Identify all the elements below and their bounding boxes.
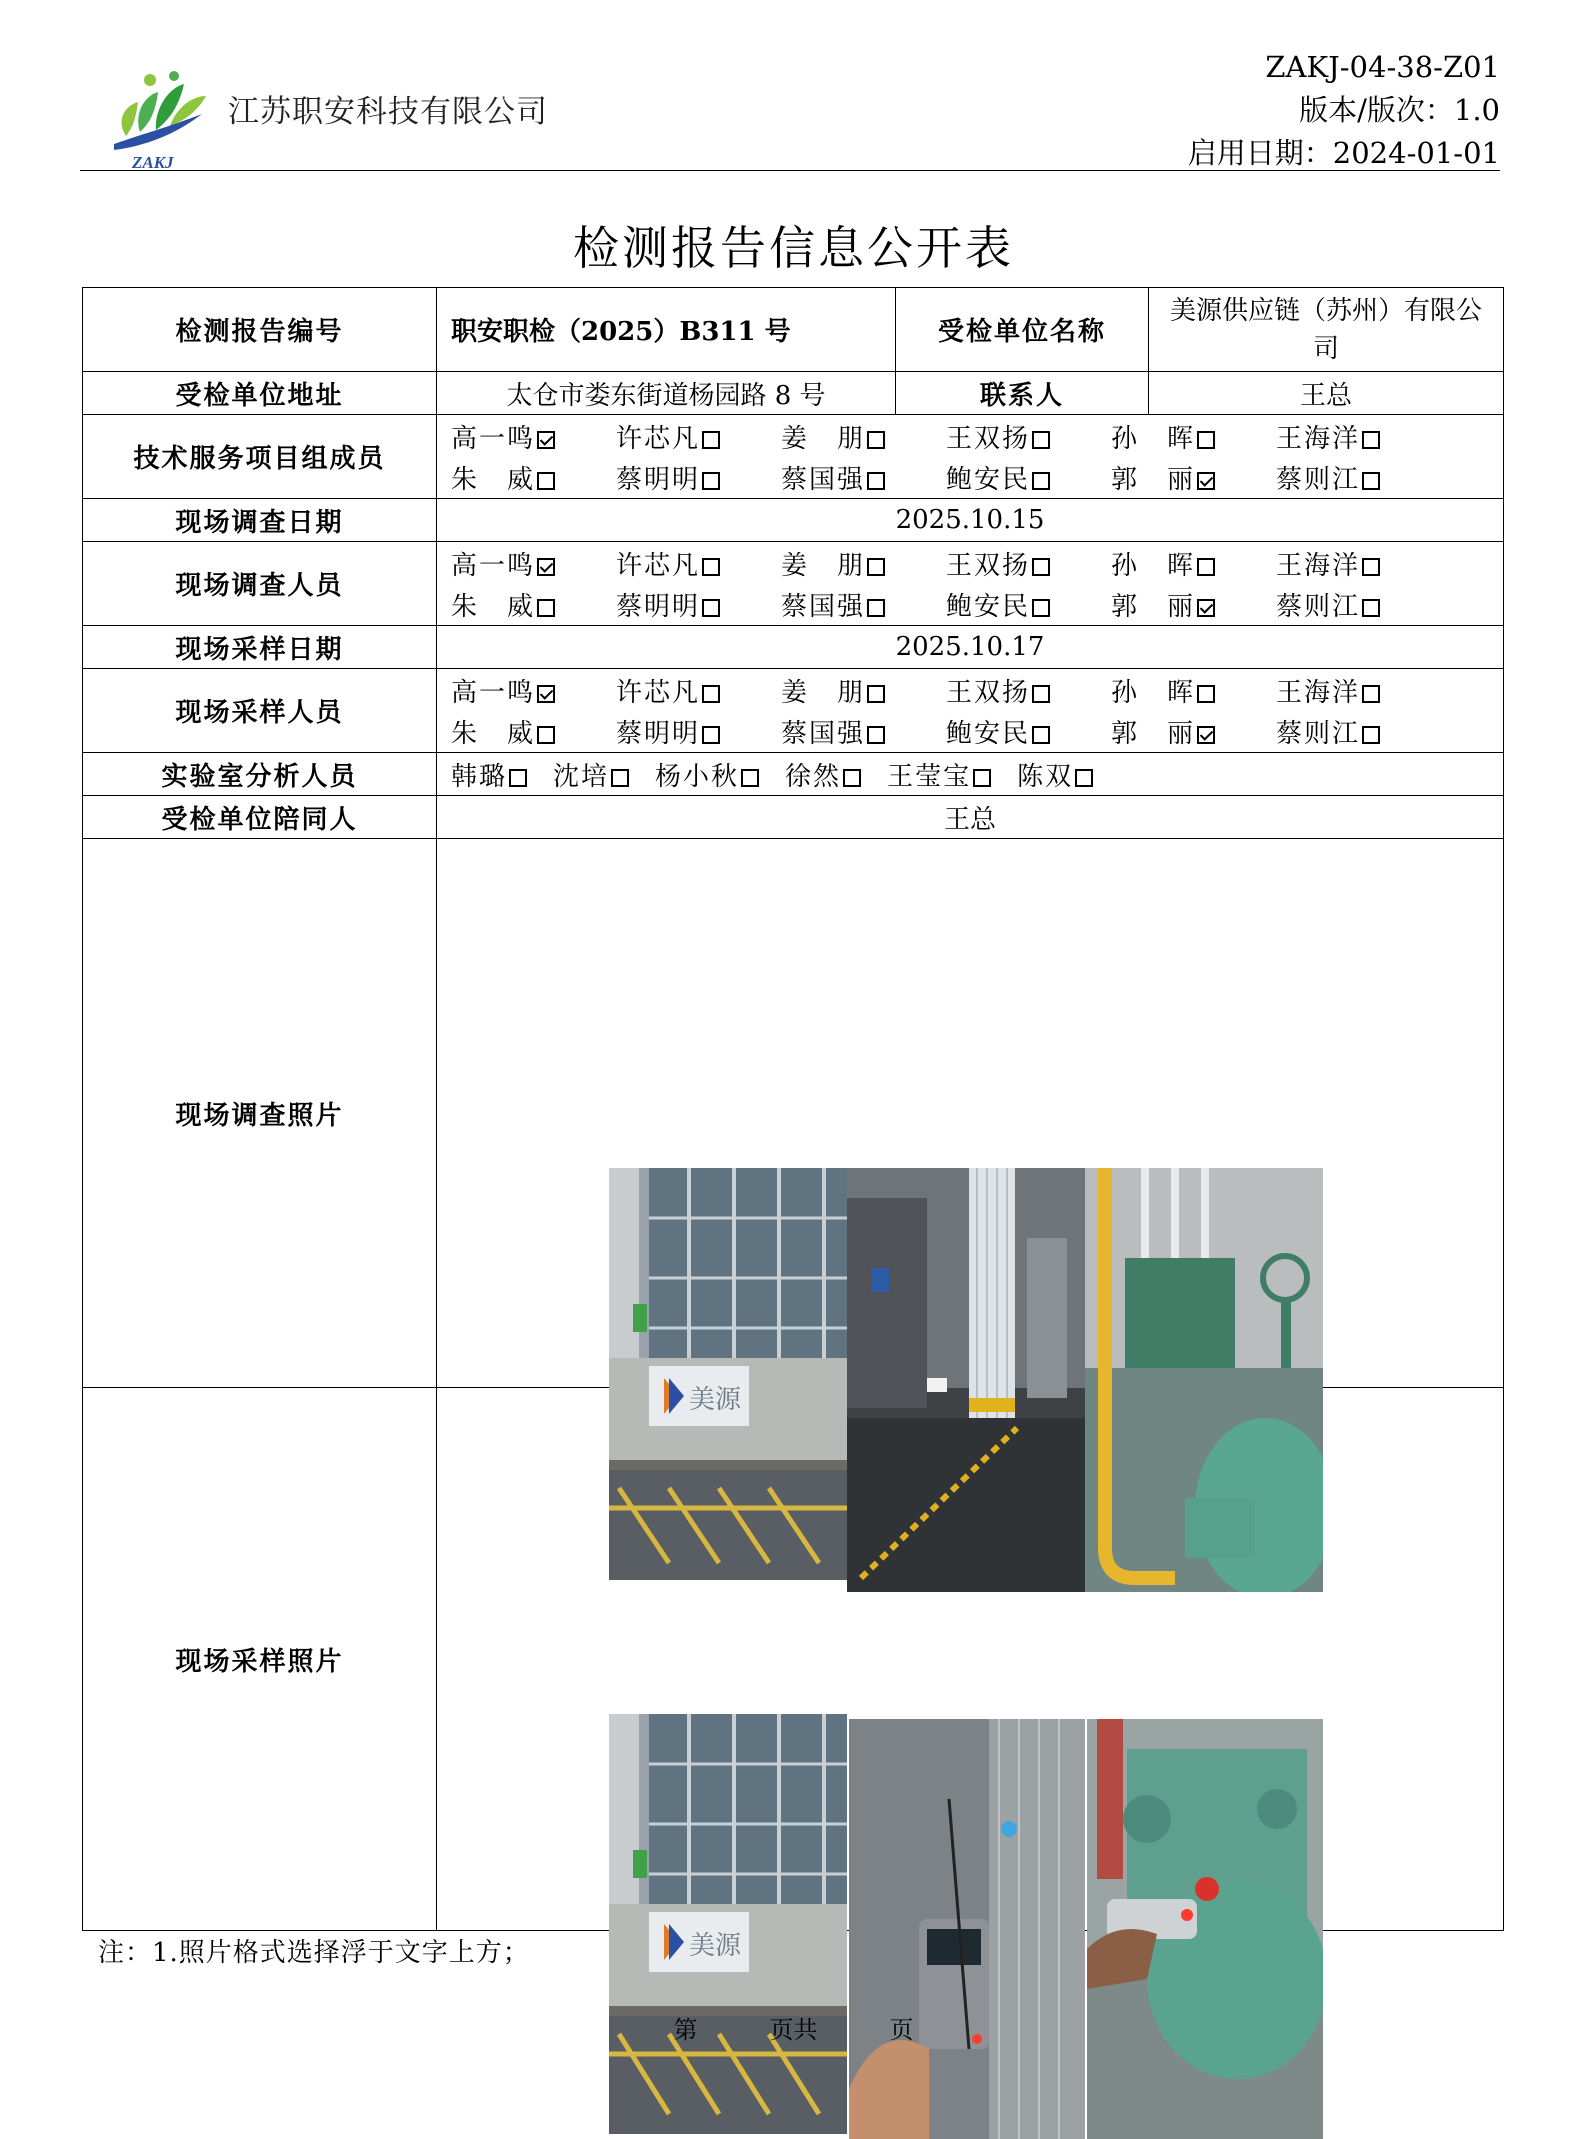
member-name: 蔡则江: [1276, 591, 1361, 622]
checked-box-icon[interactable]: [537, 685, 555, 703]
checkbox-icon[interactable]: [537, 726, 555, 744]
member-item: [1276, 713, 1441, 750]
footer-page: 第: [673, 2016, 698, 2044]
member-name: 朱 威: [451, 718, 536, 749]
member-name: 王海洋: [1276, 550, 1361, 581]
member-item: [781, 545, 946, 582]
member-name: 蔡国强: [781, 718, 866, 749]
checkbox-icon[interactable]: [867, 599, 885, 617]
lab-member-item: [451, 762, 527, 792]
checkbox-icon[interactable]: [867, 685, 885, 703]
svg-text:美源: 美源: [689, 1385, 742, 1415]
company-name-label: 受检单位名称: [896, 288, 1149, 372]
lab-member-name: 杨小秋: [655, 761, 740, 792]
sampling-date-value: 2025.10.17: [437, 626, 1504, 669]
member-name: 郭 丽: [1111, 718, 1196, 749]
checkbox-icon[interactable]: [1032, 558, 1050, 576]
checkbox-icon[interactable]: [1032, 685, 1050, 703]
member-name: 蔡则江: [1276, 718, 1361, 749]
lab-member-item: [553, 762, 629, 792]
lab-member-item: [1017, 762, 1093, 792]
member-name: 鲍安民: [946, 591, 1031, 622]
svg-text:ZAKJ: ZAKJ: [132, 153, 174, 171]
survey-photo-building: [609, 1168, 847, 1580]
checked-box-icon[interactable]: [537, 558, 555, 576]
company-logo: [106, 66, 216, 171]
member-item: [451, 545, 616, 582]
survey-people-label: 现场调查人员: [83, 542, 437, 626]
member-item: [451, 418, 616, 455]
member-name: 王海洋: [1276, 423, 1361, 454]
lab-member-item: [655, 762, 759, 792]
member-name: 许芯凡: [616, 677, 701, 708]
lab-member-name: 韩璐: [451, 761, 508, 792]
checkbox-icon[interactable]: [1197, 558, 1215, 576]
header-divider: [80, 170, 1500, 171]
checkbox-icon[interactable]: [1362, 558, 1380, 576]
member-item: [451, 713, 616, 750]
footer-of: 页共: [769, 2016, 818, 2044]
member-item: [946, 418, 1111, 455]
member-name: 郭 丽: [1111, 464, 1196, 495]
member-item: [946, 545, 1111, 582]
checkbox-icon[interactable]: [843, 769, 861, 787]
member-item: [616, 586, 781, 623]
member-item: [451, 586, 616, 623]
doc-start-date: 启用日期：2024-01-01: [1187, 136, 1500, 170]
checkbox-icon[interactable]: [1362, 685, 1380, 703]
member-item: [451, 459, 616, 496]
member-item: [946, 672, 1111, 709]
member-name: 许芯凡: [616, 550, 701, 581]
member-item: [1276, 672, 1441, 709]
survey-photo-corridor: [847, 1168, 1085, 1592]
member-name: 高一鸣: [451, 550, 536, 581]
member-item: [946, 586, 1111, 623]
checkbox-icon[interactable]: [867, 726, 885, 744]
checkbox-icon[interactable]: [1197, 685, 1215, 703]
member-name: 蔡明明: [616, 718, 701, 749]
checkbox-icon[interactable]: [867, 558, 885, 576]
member-name: 鲍安民: [946, 464, 1031, 495]
lab-member-name: 陈双: [1017, 761, 1074, 792]
member-name: 许芯凡: [616, 423, 701, 454]
checkbox-icon[interactable]: [1362, 472, 1380, 490]
report-no-value: 职安职检（2025）B311 号: [437, 288, 896, 372]
member-name: 鲍安民: [946, 718, 1031, 749]
checkbox-icon[interactable]: [702, 472, 720, 490]
member-name: 蔡则江: [1276, 464, 1361, 495]
member-item: [1111, 418, 1276, 455]
lab-member-name: 沈培: [553, 761, 610, 792]
member-item: [1111, 672, 1276, 709]
member-item: [616, 418, 781, 455]
checkbox-icon[interactable]: [1362, 431, 1380, 449]
checkbox-icon[interactable]: [973, 769, 991, 787]
team-members: [437, 415, 1504, 499]
member-name: 高一鸣: [451, 677, 536, 708]
member-name: 蔡明明: [616, 591, 701, 622]
member-item: [1276, 418, 1441, 455]
checkbox-icon[interactable]: [537, 472, 555, 490]
checked-box-icon[interactable]: [1197, 726, 1215, 744]
member-item: [781, 672, 946, 709]
member-item: [616, 713, 781, 750]
member-name: 姜 朋: [781, 550, 866, 581]
member-item: [781, 586, 946, 623]
team-label: 技术服务项目组成员: [83, 415, 437, 499]
member-name: 孙 晖: [1111, 423, 1196, 454]
lab-member-item: [887, 762, 991, 792]
lab-members: [437, 753, 1504, 796]
member-name: 蔡国强: [781, 591, 866, 622]
member-item: [616, 459, 781, 496]
survey-photo-equipment: [1085, 1168, 1323, 1592]
checkbox-icon[interactable]: [867, 472, 885, 490]
survey-people: [437, 542, 1504, 626]
member-item: [781, 418, 946, 455]
member-name: 朱 威: [451, 591, 536, 622]
member-item: [781, 713, 946, 750]
member-name: 蔡明明: [616, 464, 701, 495]
checkbox-icon[interactable]: [702, 431, 720, 449]
address-label: 受检单位地址: [83, 372, 437, 415]
report-no-label: 检测报告编号: [83, 288, 437, 372]
checkbox-icon[interactable]: [1032, 472, 1050, 490]
sampling-photo-meter: [849, 1719, 1085, 2139]
member-name: 姜 朋: [781, 677, 866, 708]
member-item: [1111, 545, 1276, 582]
checked-box-icon[interactable]: [537, 431, 555, 449]
sampling-people: [437, 669, 1504, 753]
sampling-people-label: 现场采样人员: [83, 669, 437, 753]
member-item: [1111, 459, 1276, 496]
checkbox-icon[interactable]: [1032, 431, 1050, 449]
member-item: [1111, 713, 1276, 750]
lab-member-item: [785, 762, 861, 792]
survey-photos: [437, 839, 1504, 1415]
survey-photo-label: 现场调查照片: [83, 839, 437, 1388]
checkbox-icon[interactable]: [1362, 599, 1380, 617]
checkbox-icon[interactable]: [1032, 599, 1050, 617]
contact-label: 联系人: [896, 372, 1149, 415]
contact-value: 王总: [1149, 372, 1504, 415]
checkbox-icon[interactable]: [702, 685, 720, 703]
member-item: [1276, 545, 1441, 582]
member-item: [451, 672, 616, 709]
checkbox-icon[interactable]: [702, 599, 720, 617]
member-name: 王双扬: [946, 423, 1031, 454]
checkbox-icon[interactable]: [867, 431, 885, 449]
checkbox-icon[interactable]: [611, 769, 629, 787]
document-meta: [1188, 46, 1500, 175]
checkbox-icon[interactable]: [702, 558, 720, 576]
checkbox-icon[interactable]: [1362, 726, 1380, 744]
member-name: 高一鸣: [451, 423, 536, 454]
member-item: [946, 713, 1111, 750]
survey-date-label: 现场调查日期: [83, 499, 437, 542]
member-item: [1276, 586, 1441, 623]
member-name: 姜 朋: [781, 423, 866, 454]
member-name: 王双扬: [946, 677, 1031, 708]
checkbox-icon[interactable]: [741, 769, 759, 787]
checkbox-icon[interactable]: [1075, 769, 1093, 787]
member-item: [946, 459, 1111, 496]
member-name: 孙 晖: [1111, 550, 1196, 581]
checkbox-icon[interactable]: [1032, 726, 1050, 744]
member-name: 蔡国强: [781, 464, 866, 495]
member-item: [1276, 459, 1441, 496]
member-item: [781, 459, 946, 496]
footer-pages: 页: [889, 2016, 914, 2044]
member-name: 朱 威: [451, 464, 536, 495]
member-item: [616, 545, 781, 582]
checked-box-icon[interactable]: [1197, 599, 1215, 617]
lab-member-name: 徐然: [785, 761, 842, 792]
sampling-date-label: 现场采样日期: [83, 626, 437, 669]
checkbox-icon[interactable]: [702, 726, 720, 744]
member-item: [1111, 586, 1276, 623]
svg-text:美源: 美源: [689, 1931, 742, 1961]
company-name: 江苏职安科技有限公司: [228, 94, 548, 130]
page-footer: [0, 2010, 1587, 2045]
sampling-photo-label: 现场采样照片: [83, 1388, 437, 1931]
member-name: 王海洋: [1276, 677, 1361, 708]
doc-code: ZAKJ-04-38-Z01: [1265, 50, 1500, 84]
footnote: 注：1.照片格式选择浮于文字上方；: [98, 1938, 530, 1968]
page-title: 检测报告信息公开表: [573, 221, 1014, 275]
checkbox-icon[interactable]: [1197, 431, 1215, 449]
page-header: [80, 40, 1500, 170]
company-name-value: 美源供应链（苏州）有限公司: [1149, 288, 1504, 372]
address-value: 太仓市娄东街道杨园路 8 号: [437, 372, 896, 415]
doc-version: 版本/版次：1.0: [1299, 93, 1500, 127]
lab-label: 实验室分析人员: [83, 753, 437, 796]
checkbox-icon[interactable]: [509, 769, 527, 787]
sampling-photo-valve: [1087, 1719, 1323, 2139]
member-name: 王双扬: [946, 550, 1031, 581]
checked-box-icon[interactable]: [1197, 472, 1215, 490]
escort-value: 王总: [437, 796, 1504, 839]
sampling-photo-building: [609, 1714, 847, 2134]
member-name: 孙 晖: [1111, 677, 1196, 708]
member-item: [616, 672, 781, 709]
lab-member-name: 王莹宝: [887, 761, 972, 792]
escort-label: 受检单位陪同人: [83, 796, 437, 839]
checkbox-icon[interactable]: [537, 599, 555, 617]
survey-date-value: 2025.10.15: [437, 499, 1504, 542]
member-name: 郭 丽: [1111, 591, 1196, 622]
